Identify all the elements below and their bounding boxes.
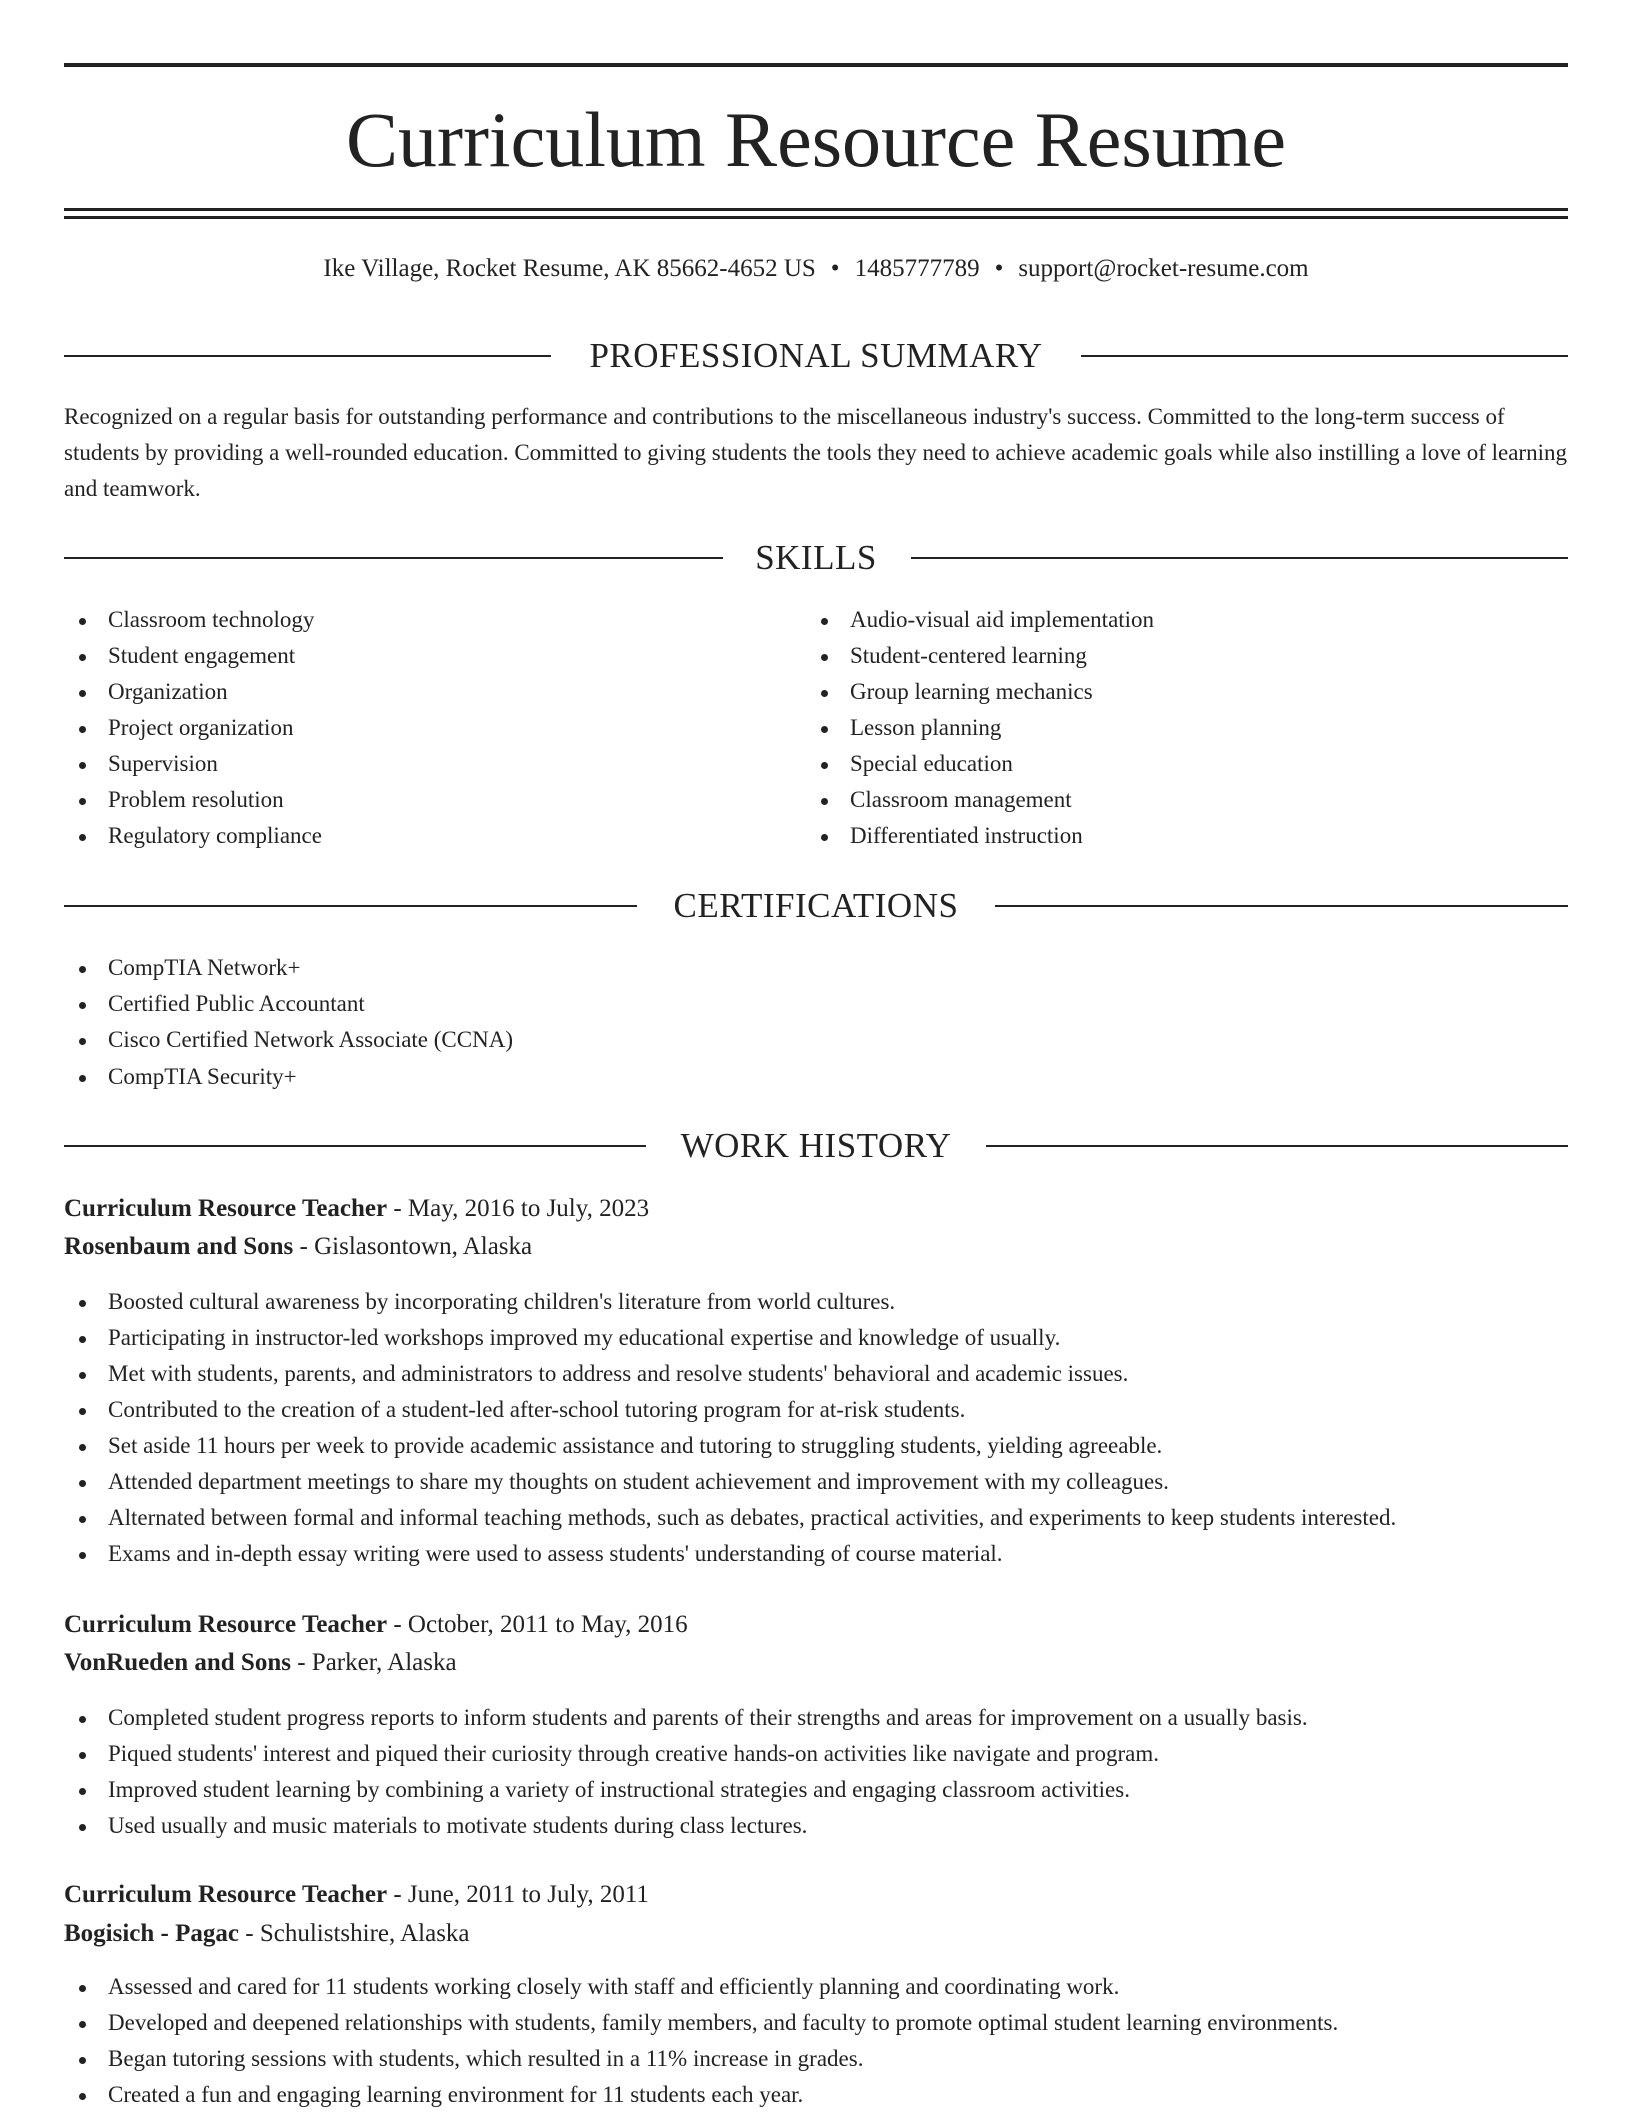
- bullet-dot: [821, 762, 828, 769]
- list-item: [64, 713, 293, 743]
- list-item: [64, 1025, 513, 1055]
- list-item: [64, 1395, 965, 1425]
- job-dates: - October, 2011 to May, 2016: [387, 1611, 688, 1638]
- list-item: [64, 1739, 1159, 1769]
- list-item-text: CompTIA Security+: [108, 1064, 297, 1089]
- list-item-text: Special education: [850, 751, 1013, 776]
- list-item: [64, 785, 284, 815]
- list-item-text: Contributed to the creation of a student-led after-school tutoring program for at-risk students.: [108, 1397, 966, 1422]
- job-dates: - June, 2011 to July, 2011: [387, 1881, 649, 1908]
- title-rule-lower: [64, 216, 1568, 219]
- job-dates: - May, 2016 to July, 2023: [387, 1195, 650, 1222]
- list-item-text: Created a fun and engaging learning environment for 11 students each year.: [108, 2082, 804, 2107]
- bullet-dot: [79, 1788, 86, 1795]
- bullet-dot: [79, 1824, 86, 1831]
- bullet-dot: [79, 1336, 86, 1343]
- list-item: [64, 1703, 1308, 1733]
- bullet-dot: [79, 1752, 86, 1759]
- job-company: Rosenbaum and Sons: [64, 1233, 294, 1260]
- bullet-dot: [79, 1516, 86, 1523]
- contact-phone: 1485777789: [854, 255, 980, 282]
- heading-label: SKILLS: [755, 538, 877, 577]
- list-item: [806, 749, 1013, 779]
- list-item: [64, 2080, 803, 2110]
- list-item-text: Assessed and cared for 11 students working closely with staff and efficiently planning and coordinating work.: [108, 1974, 1120, 1999]
- list-item: [64, 677, 228, 707]
- list-item: [806, 821, 1083, 851]
- title-rule-upper: [64, 208, 1568, 211]
- bullet-dot: [79, 1444, 86, 1451]
- list-item: [64, 1287, 895, 1317]
- bullet-dot: [821, 654, 828, 661]
- job-title: Curriculum Resource Teacher: [64, 1611, 388, 1638]
- list-item-text: Student-centered learning: [850, 643, 1087, 668]
- list-item-text: Developed and deepened relationships with students, family members, and faculty to promote optimal student learning environments.: [108, 2010, 1339, 2035]
- bullet-dot: [79, 690, 86, 697]
- list-item: [64, 1359, 1128, 1389]
- list-item: [64, 641, 295, 671]
- bullet-dot: [79, 834, 86, 841]
- list-item: [806, 713, 1001, 743]
- list-item: [64, 821, 322, 851]
- heading-label: WORK HISTORY: [680, 1126, 952, 1165]
- bullet-dot: [79, 1002, 86, 1009]
- list-item-text: Used usually and music materials to motivate students during class lectures.: [108, 1813, 808, 1838]
- list-item-text: Supervision: [108, 751, 218, 776]
- job-title-line: [64, 1879, 649, 1911]
- list-item: [64, 989, 365, 1019]
- list-item-text: Began tutoring sessions with students, which resulted in a 11% increase in grades.: [108, 2046, 864, 2071]
- list-item: [64, 1467, 1169, 1497]
- job-company-line: [64, 1918, 470, 1950]
- list-item-text: Audio-visual aid implementation: [850, 607, 1155, 632]
- heading-label: CERTIFICATIONS: [673, 886, 959, 925]
- contact-line: [64, 253, 1568, 285]
- top-rule: [64, 63, 1568, 67]
- bullet-dot: [79, 726, 86, 733]
- section-heading-work-history: [64, 1124, 1568, 1168]
- list-item-text: Met with students, parents, and administrators to address and resolve students' behavioral and academic issues.: [108, 1361, 1129, 1386]
- bullet-dot: [79, 966, 86, 973]
- bullet-dot: [821, 618, 828, 625]
- job-title-line: [64, 1609, 688, 1641]
- list-item-text: Boosted cultural awareness by incorporating children's literature from world cultures.: [108, 1289, 896, 1314]
- list-item: [64, 1503, 1396, 1533]
- list-item-text: Problem resolution: [108, 787, 284, 812]
- job-title: Curriculum Resource Teacher: [64, 1195, 388, 1222]
- list-item-text: Exams and in-depth essay writing were used to assess students' understanding of course material.: [108, 1541, 1003, 1566]
- list-item: [64, 1062, 297, 1092]
- list-item: [64, 953, 300, 983]
- bullet-dot: [821, 834, 828, 841]
- bullet-dot: [79, 618, 86, 625]
- list-item-text: Participating in instructor-led workshops improved my educational expertise and knowledge of usually.: [108, 1325, 1061, 1350]
- bullet-dot: [79, 2093, 86, 2100]
- job-title-line: [64, 1193, 649, 1225]
- list-item: [64, 605, 314, 635]
- job-location: - Gislasontown, Alaska: [293, 1233, 533, 1260]
- list-item-text: Classroom management: [850, 787, 1072, 812]
- list-item-text: Regulatory compliance: [108, 823, 322, 848]
- list-item-text: Set aside 11 hours per week to provide academic assistance and tutoring to struggling students, yielding agreeable.: [108, 1433, 1163, 1458]
- bullet-dot: [79, 1075, 86, 1082]
- list-item: [64, 2044, 863, 2074]
- job-title: Curriculum Resource Teacher: [64, 1881, 388, 1908]
- list-item: [806, 605, 1154, 635]
- list-item: [64, 1972, 1119, 2002]
- contact-address: Ike Village, Rocket Resume, AK 85662-4652 US: [323, 255, 816, 282]
- contact-separator: •: [994, 255, 1004, 282]
- bullet-dot: [821, 726, 828, 733]
- job-company: VonRueden and Sons: [64, 1649, 291, 1676]
- list-item-text: Differentiated instruction: [850, 823, 1083, 848]
- bullet-dot: [821, 690, 828, 697]
- list-item-text: Cisco Certified Network Associate (CCNA): [108, 1027, 513, 1052]
- bullet-dot: [79, 1552, 86, 1559]
- list-item-text: Attended department meetings to share my thoughts on student achievement and improvement with my colleagues.: [108, 1469, 1169, 1494]
- job-location: - Parker, Alaska: [290, 1649, 457, 1676]
- list-item: [64, 1539, 1003, 1569]
- bullet-dot: [79, 1985, 86, 1992]
- list-item-text: Certified Public Accountant: [108, 991, 365, 1016]
- list-item: [64, 1431, 1162, 1461]
- section-heading-certifications: [64, 884, 1568, 928]
- job-company-line: [64, 1647, 457, 1679]
- resume-title: Curriculum Resource Resume: [345, 96, 1287, 183]
- bullet-dot: [79, 762, 86, 769]
- list-item-text: Student engagement: [108, 643, 296, 668]
- list-item: [806, 641, 1087, 671]
- contact-email[interactable]: support@rocket-resume.com: [1018, 255, 1309, 282]
- list-item-text: Improved student learning by combining a variety of instructional strategies and engaging classroom activities.: [108, 1777, 1130, 1802]
- heading-label: PROFESSIONAL SUMMARY: [589, 336, 1043, 375]
- bullet-dot: [79, 1716, 86, 1723]
- bullet-dot: [79, 1300, 86, 1307]
- list-item-text: Organization: [108, 679, 228, 704]
- bullet-dot: [79, 654, 86, 661]
- bullet-dot: [79, 2057, 86, 2064]
- job-location: - Schulistshire, Alaska: [239, 1920, 470, 1947]
- section-heading-skills: [64, 536, 1568, 580]
- contact-separator: •: [830, 255, 840, 282]
- list-item: [64, 2008, 1338, 2038]
- bullet-dot: [79, 1038, 86, 1045]
- list-item-text: Project organization: [108, 715, 294, 740]
- list-item: [64, 1323, 1060, 1353]
- list-item: [806, 785, 1072, 815]
- bullet-dot: [79, 1372, 86, 1379]
- bullet-dot: [79, 1480, 86, 1487]
- bullet-dot: [79, 1408, 86, 1415]
- list-item-text: Group learning mechanics: [850, 679, 1093, 704]
- bullet-dot: [79, 798, 86, 805]
- list-item-text: CompTIA Network+: [108, 955, 301, 980]
- list-item: [64, 1775, 1130, 1805]
- list-item-text: Piqued students' interest and piqued their curiosity through creative hands-on activities like navigate and program.: [108, 1741, 1160, 1766]
- bullet-dot: [79, 2021, 86, 2028]
- job-company-line: [64, 1231, 532, 1263]
- list-item: [64, 1811, 807, 1841]
- list-item-text: Classroom technology: [108, 607, 315, 632]
- list-item-text: Lesson planning: [850, 715, 1002, 740]
- section-heading-summary: [64, 334, 1568, 378]
- job-company: Bogisich - Pagac: [64, 1920, 239, 1947]
- bullet-dot: [821, 798, 828, 805]
- list-item-text: Alternated between formal and informal teaching methods, such as debates, practical activities, and experiments to keep students interested.: [108, 1505, 1397, 1530]
- list-item: [64, 749, 218, 779]
- list-item-text: Completed student progress reports to inform students and parents of their strengths and areas for improvement on a usually basis.: [108, 1705, 1308, 1730]
- list-item: [806, 677, 1093, 707]
- summary-text: Recognized on a regular basis for outstanding performance and contributions to the miscellaneous industry's success. Committed to the long-term success of students by providing a well-rounded education. Committed to giving students the tools they need to achieve academic goals while also instilling a love of learning and teamwork.: [64, 404, 1567, 501]
